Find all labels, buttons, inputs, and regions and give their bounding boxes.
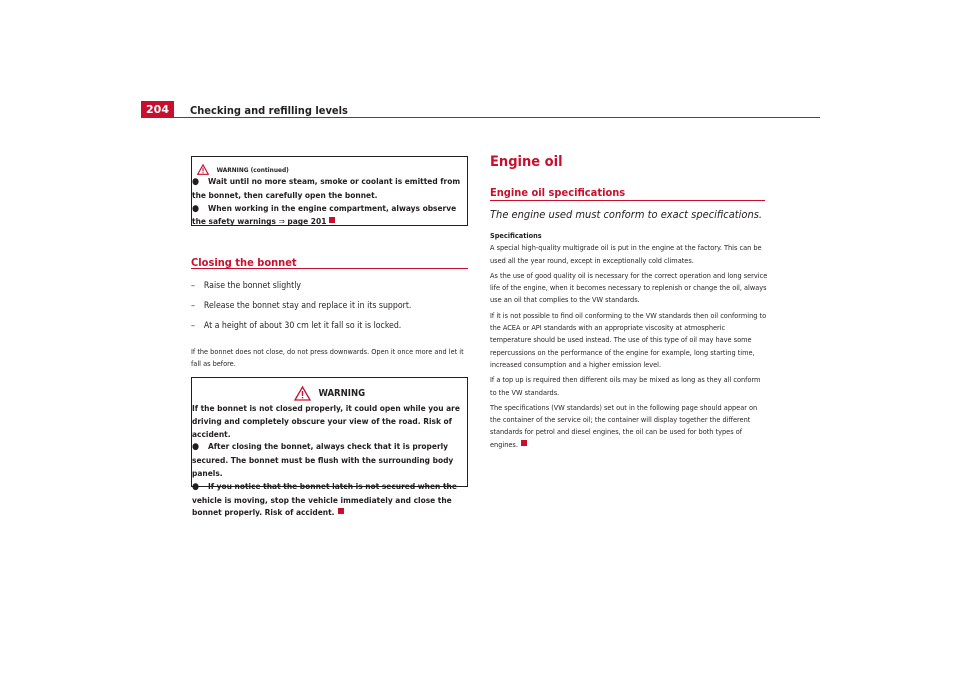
section-heading-closing: Closing the bonnet	[191, 256, 297, 269]
step-text: At a height of about 30 cm let it fall so it is locked.	[203, 321, 402, 331]
step-text: Raise the bonnet slightly	[203, 281, 301, 291]
warning-continued-text	[192, 175, 467, 228]
step-dash: –	[191, 321, 195, 331]
paragraph: A special high-quality multigrade oil is put in the engine at the factory. This can be used all the year round, except in exceptionally cold climates.	[490, 243, 762, 265]
warning-box	[191, 377, 468, 518]
bullet-text: When working in the engine compartment, always observe the safety warnings	[192, 202, 457, 227]
list-item	[192, 480, 467, 519]
step-dash: –	[191, 301, 195, 311]
closing-note: If the bonnet does not close, do not press downwards. Open it once more and let it fall as before.	[191, 347, 464, 369]
warning-continued-header	[197, 159, 289, 174]
page-number: 204	[141, 101, 174, 118]
running-header: Checking and refilling levels	[190, 104, 348, 117]
bullet-icon: ●	[192, 442, 200, 453]
list-item	[192, 175, 467, 202]
step-item	[191, 301, 411, 311]
warning-continued-box	[191, 156, 468, 226]
list-item	[192, 202, 467, 229]
warning-triangle-icon	[294, 386, 311, 401]
paragraph: As the use of good quality oil is necessary for the correct operation and long service life of the engine, when it becomes necessary to replenish or change the oil, always use an oil that complies to the VW standards.	[490, 270, 768, 305]
step-dash: –	[191, 281, 195, 291]
section-rule	[191, 268, 468, 269]
lead-text: The engine used must conform to exact specifications.	[490, 208, 763, 221]
warning-text	[192, 402, 467, 519]
paragraph: If it is not possible to find oil conforming to the VW standards then oil conforming to the ACEA or API standards with an appropriate viscosity at atmospheric temperature should be used instead. The use of this type of oil may have some repercussions on the performance of the engine for example, long starting time, increased consumption and a higher emission level.	[490, 310, 767, 369]
bullet-text: Wait until no more steam, smoke or coolant is emitted from the bonnet, then carefully open the bonnet.	[192, 176, 461, 200]
step-text: Release the bonnet stay and replace it in its support.	[203, 301, 412, 311]
warning-heading: WARNING	[318, 388, 366, 399]
warning-continued-heading: WARNING (continued)	[216, 165, 289, 174]
section-heading-engine-oil: Engine oil	[490, 154, 563, 170]
subsection-heading-specifications: Engine oil specifications	[490, 186, 626, 199]
bullet-icon: ●	[192, 481, 200, 492]
paragraph: If a top up is required then different oils may be mixed as long as they all conform to the VW standards.	[490, 375, 761, 397]
end-of-section-icon	[521, 440, 527, 446]
reference-arrow: ⇒	[278, 216, 285, 227]
warning-triangle-icon	[197, 164, 209, 175]
step-item	[191, 281, 301, 291]
warning-intro: If the bonnet is not closed properly, it could open while you are driving and completely obscure your view of the road. Risk of accident.	[192, 403, 460, 439]
bullet-icon: ●	[192, 203, 200, 214]
list-item	[192, 440, 467, 479]
end-of-section-icon	[338, 508, 344, 514]
specifications-title: Specifications	[490, 231, 542, 240]
warning-header	[192, 383, 467, 402]
bullet-text: If you notice that the bonnet latch is not secured when the vehicle is moving, stop the vehicle immediately and close the bonnet properly. Risk of accident.	[192, 480, 457, 518]
page-reference-link[interactable]: page 201	[284, 216, 327, 227]
section-rule	[490, 200, 765, 201]
step-item	[191, 321, 401, 331]
paragraph-text: The specifications (VW standards) set out in the following page should appear on the container of the service oil; the container will display together the different standards for petrol and diesel engines, the oil can be used for both types of engines.	[490, 402, 758, 449]
end-of-section-icon	[329, 217, 335, 223]
bullet-text: After closing the bonnet, always check that it is properly secured. The bonnet must be flush with the surrounding body panels.	[192, 441, 454, 478]
specifications-body	[490, 230, 768, 451]
header-rule	[174, 117, 820, 118]
paragraph	[490, 402, 768, 451]
bullet-icon: ●	[192, 177, 200, 187]
